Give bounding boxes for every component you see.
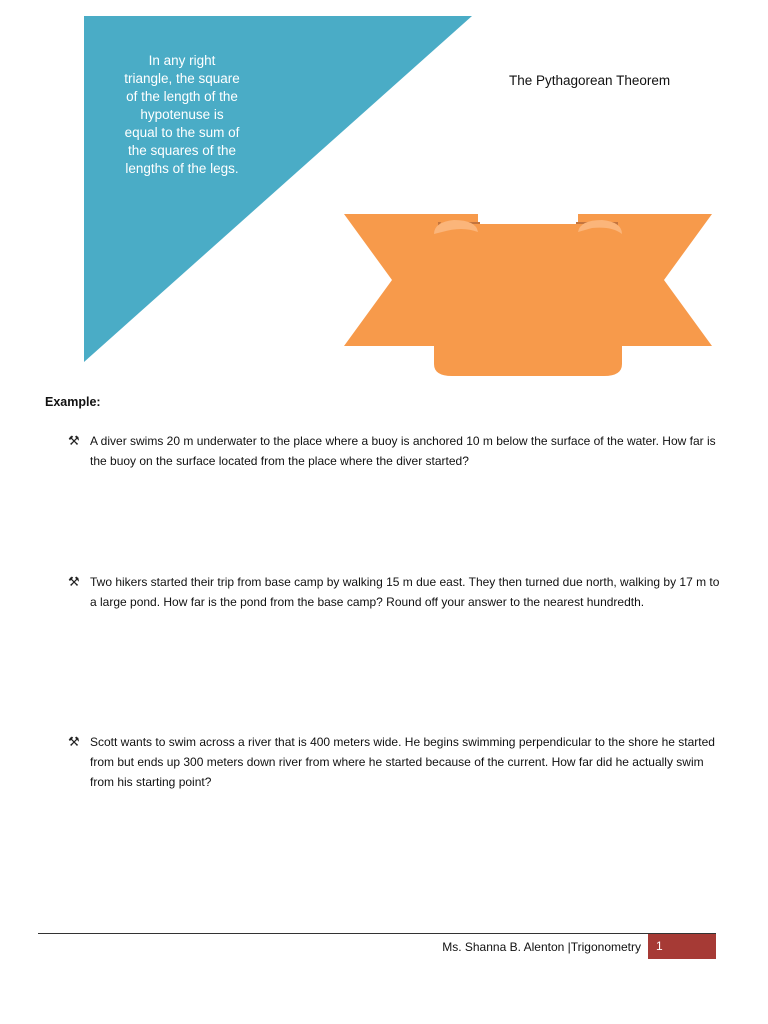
orange-ribbon-graphic — [342, 212, 714, 378]
footer-divider — [38, 933, 716, 934]
example-label: Example: — [45, 395, 101, 409]
tools-icon: ⚒ — [68, 574, 80, 589]
footer-author-subject: Ms. Shanna B. Alenton |Trigonometry — [442, 940, 641, 954]
tools-icon: ⚒ — [68, 433, 80, 448]
problem-text: Scott wants to swim across a river that is 400 meters wide. He begins swimming perpendicular to the shore he started from but ends up 300 meters down river from where he started because of the current. How far did he actually swim from his starting point? — [90, 735, 715, 789]
problem-text: A diver swims 20 m underwater to the place where a buoy is anchored 10 m below the surface of the water. How far is the buoy on the surface located from the place where the diver started? — [90, 434, 716, 468]
problem-item — [68, 732, 728, 792]
page-title: The Pythagorean Theorem — [509, 73, 671, 88]
problem-item — [68, 431, 728, 471]
problem-text: Two hikers started their trip from base camp by walking 15 m due east. They then turned due north, walking by 17 m to a large pond. How far is the pond from the base camp? Round off your answer to the nearest hundredth. — [90, 575, 720, 609]
problem-item — [68, 572, 728, 612]
page-number-badge: 1 — [648, 934, 716, 959]
tools-icon: ⚒ — [68, 734, 80, 749]
theorem-statement: In any right triangle, the square of the length of the hypotenuse is equal to the sum of the squares of the lengths of the legs. — [124, 53, 240, 176]
